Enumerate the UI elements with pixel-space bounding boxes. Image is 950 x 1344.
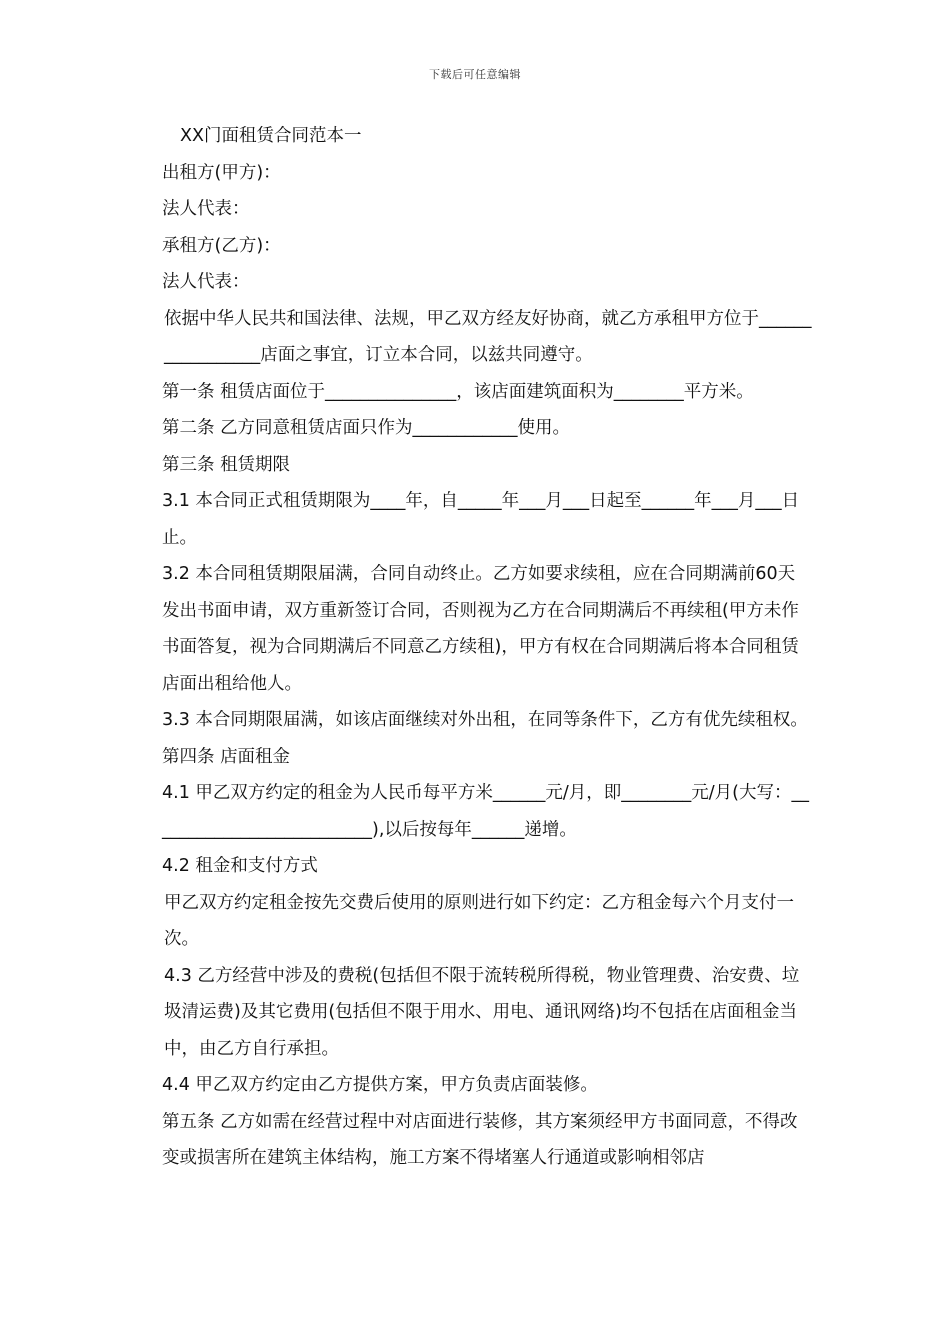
article-4-4: 4.4 甲乙双方约定由乙方提供方案，甲方负责店面装修。 (162, 1075, 598, 1095)
article-1: 第一条 租赁店面位于_______________，该店面建筑面积为________平方米。 (162, 381, 754, 402)
article-4-1: 4.1 甲乙双方约定的租金为人民币每平方米______元/月，即________元/月(大写：__________________________),以后按每年______递增。 (162, 783, 810, 840)
article-5: 第五条 乙方如需在经营过程中对店面进行装修，其方案须经甲方书面同意，不得改变或损害所在建筑主体结构，施工方案不得堵塞人行通道或影响相邻店 (162, 1111, 798, 1168)
article-3-1: 3.1 本合同正式租赁期限为____年，自_____年___月___日起至______年___月___日止。 (162, 491, 800, 548)
lessor-line: 出租方(甲方)： (162, 162, 281, 183)
article-3-2: 3.2 本合同租赁期限届满，合同自动终止。乙方如要求续租，应在合同期满前60天发出书面申请，双方重新签订合同，否则视为乙方在合同期满后不再续租(甲方未作书面答复，视为合同期满后不同意乙方续租)，甲方有权在合同期满后将本合同租赁店面出租给他人。 (162, 564, 799, 694)
lessor-representative-line: 法人代表： (162, 199, 250, 219)
article-4-2-body: 甲乙双方约定租金按先交费后使用的原则进行如下约定：乙方租金每六个月支付一次。 (164, 892, 794, 949)
article-4-2: 4.2 租金和支付方式 (162, 856, 318, 876)
document-body (144, 118, 812, 1177)
lessee-representative-line: 法人代表： (162, 272, 250, 292)
article-2: 第二条 乙方同意租赁店面只作为____________使用。 (162, 418, 571, 438)
page-header: 下载后可任意编辑 (429, 68, 521, 81)
preamble-paragraph: 依据中华人民共和国法律、法规，甲乙双方经友好协商，就乙方承租甲方位于_________________店面之事宜，订立本合同，以兹共同遵守。 (164, 308, 812, 365)
article-4-title: 第四条 店面租金 (162, 746, 291, 767)
article-3-3: 3.3 本合同期限届满，如该店面继续对外出租，在同等条件下，乙方有优先续租权。 (162, 710, 808, 730)
lessee-line: 承租方(乙方)： (162, 235, 281, 256)
document-title: XX门面租赁合同范本一 (180, 126, 362, 146)
article-3-title: 第三条 租赁期限 (162, 454, 291, 475)
article-4-3: 4.3 乙方经营中涉及的费税(包括但不限于流转税所得税，物业管理费、治安费、垃圾清运费)及其它费用(包括但不限于用水、用电、通讯网络)均不包括在店面租金当中，由乙方自行承担。 (164, 965, 800, 1059)
